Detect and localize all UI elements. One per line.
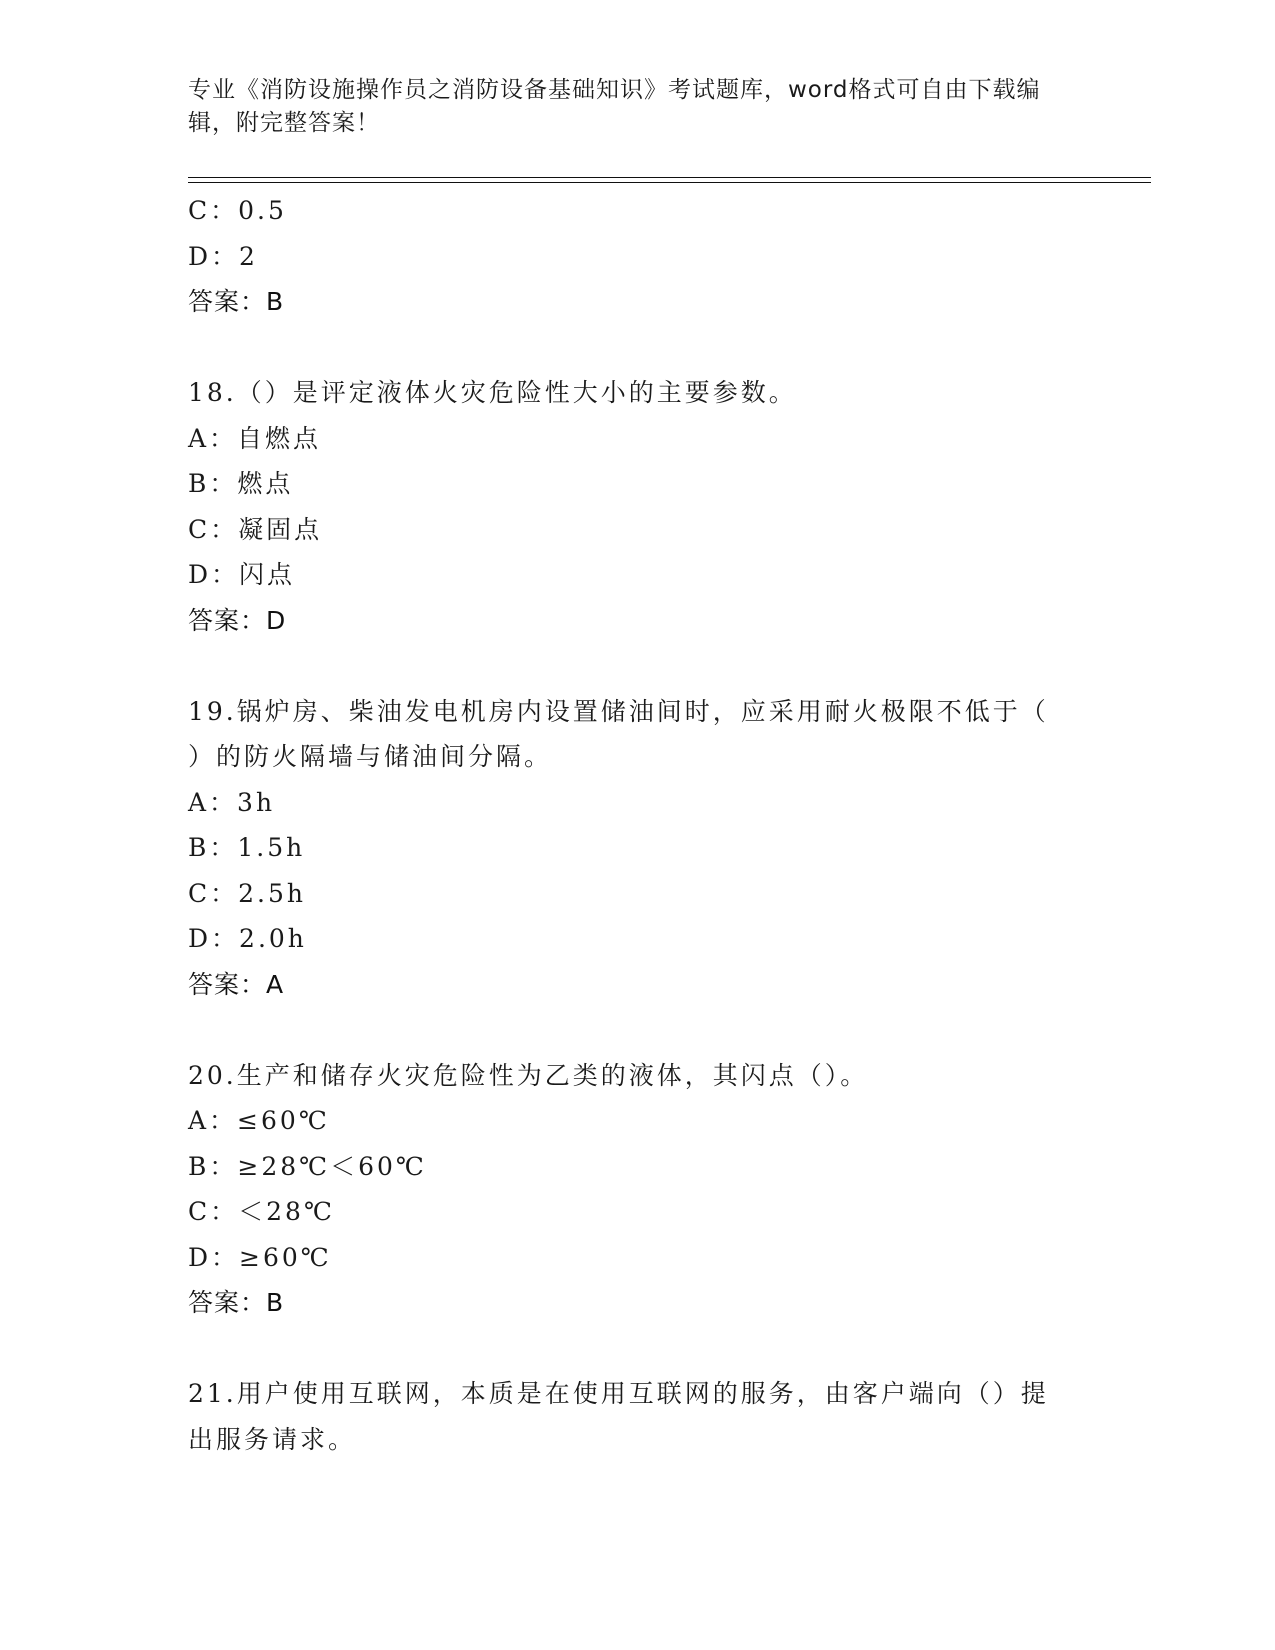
question-list	[188, 188, 1088, 1462]
question-19-answer: 答案：A	[188, 969, 285, 999]
question-20-option-d: D：≥60℃	[188, 1242, 332, 1272]
question-20-answer: 答案：B	[188, 1288, 285, 1317]
question-19-option-b: B：1.5h	[188, 833, 306, 862]
question-21-stem-line-2: 出服务请求。	[188, 1424, 357, 1454]
question-18-option-a: A：自燃点	[188, 423, 322, 453]
question-19-stem-line-2: ）的防火隔墙与储油间分隔。	[188, 742, 553, 771]
option-c: C：0.5	[188, 196, 287, 225]
question-20-option-b: B：≥28℃＜60℃	[188, 1151, 427, 1181]
spacer	[188, 325, 1088, 371]
answer-line: 答案：B	[188, 287, 285, 316]
question-19-option-a: A：3h	[188, 787, 276, 817]
spacer	[188, 1007, 1088, 1053]
header-line-1: 专业《消防设施操作员之消防设备基础知识》考试题库，word格式可自由下载编	[188, 77, 1041, 103]
question-20-option-a: A：≤60℃	[188, 1106, 330, 1135]
question-20-option-c: C：＜28℃	[188, 1197, 335, 1226]
question-18-option-d: D：闪点	[188, 560, 296, 589]
spacer	[188, 1326, 1088, 1372]
question-19-stem-line-1: 19.锅炉房、柴油发电机房内设置储油间时，应采用耐火极限不低于（	[188, 696, 1049, 726]
question-19-option-d: D：2.0h	[188, 924, 307, 953]
header-line-2: 辑，附完整答案！	[188, 110, 380, 136]
question-18-option-b: B：燃点	[188, 469, 294, 498]
question-20-stem: 20.生产和储存火灾危险性为乙类的液体，其闪点（）。	[188, 1060, 869, 1090]
spacer	[188, 643, 1088, 689]
question-18-option-c: C：凝固点	[188, 514, 323, 544]
question-18-answer: 答案：D	[188, 605, 287, 635]
header-rule-top	[188, 177, 1151, 178]
option-d: D：2	[188, 241, 258, 271]
question-19-option-c: C：2.5h	[188, 878, 306, 908]
question-18-stem: 18.（）是评定液体火灾危险性大小的主要参数。	[188, 378, 797, 407]
document-header	[188, 74, 1068, 140]
header-rule-bottom	[188, 182, 1151, 183]
question-21-stem-line-1: 21.用户使用互联网，本质是在使用互联网的服务，由客户端向（）提	[188, 1379, 1049, 1408]
